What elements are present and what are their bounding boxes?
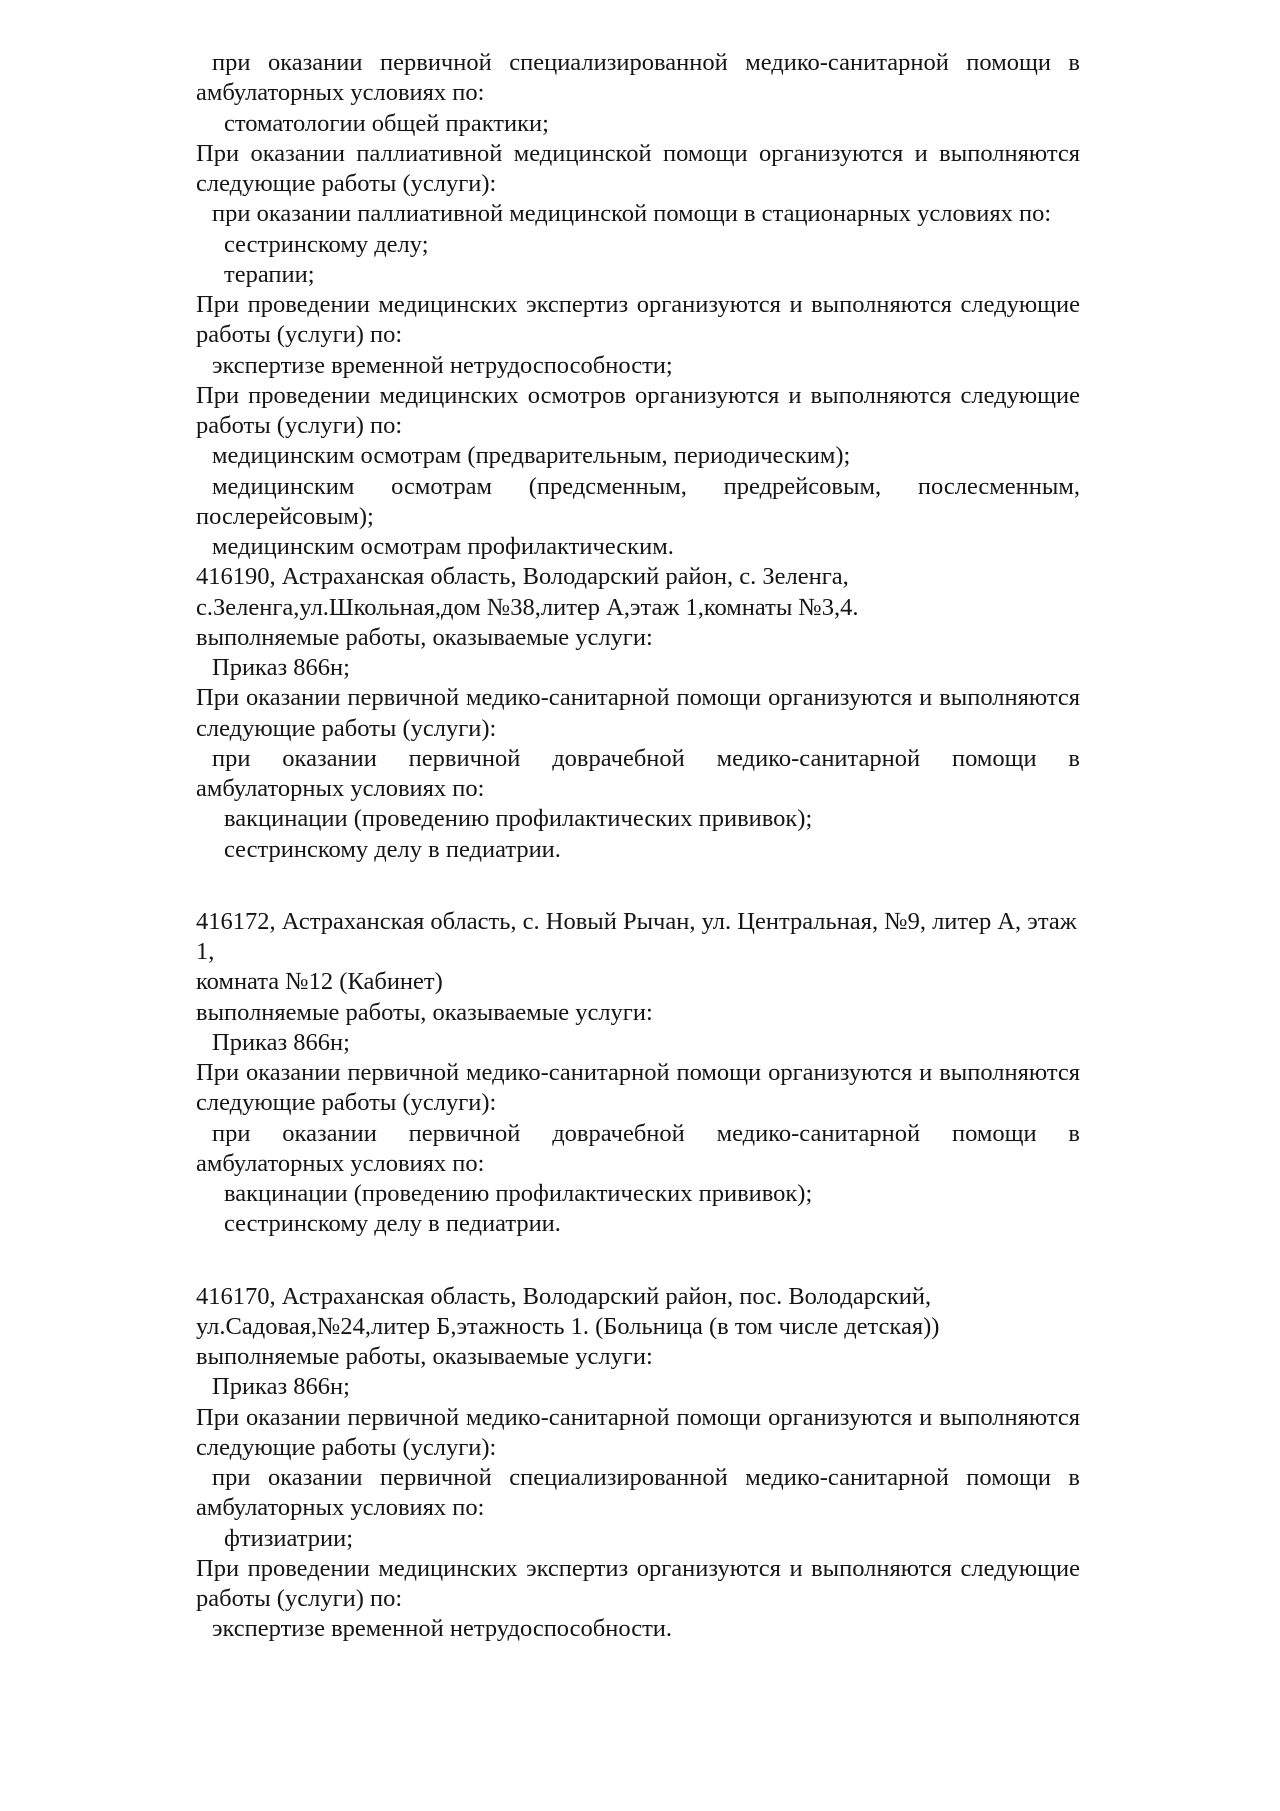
intro-section	[196, 48, 1080, 562]
text-line: При оказании первичной медико-санитарной помощи организуются и выполняются следующие работы (услуги):	[196, 1059, 1080, 1117]
facility-section	[196, 1282, 1080, 1645]
text-line: экспертизе временной нетрудоспособности.	[212, 1615, 673, 1643]
works-header: выполняемые работы, оказываемые услуги:	[196, 623, 653, 651]
text-line: При проведении медицинских осмотров организуются и выполняются следующие работы (услуги) по:	[196, 381, 1080, 439]
text-line: при оказании первичной специализированной медико-санитарной помощи в амбулаторных условиях по:	[196, 1464, 1080, 1522]
text-line: сестринскому делу;	[224, 230, 429, 258]
text-line: вакцинации (проведению профилактических прививок);	[224, 805, 813, 833]
text-line: вакцинации (проведению профилактических прививок);	[224, 1180, 813, 1207]
text-line: При проведении медицинских экспертиз организуются и выполняются следующие работы (услуги) по:	[196, 291, 1080, 349]
text-line: Приказ 866н;	[212, 1373, 350, 1401]
facility-address-line: 416172, Астраханская область, с. Новый Рычан, ул. Центральная, №9, литер А, этаж 1,	[196, 907, 1077, 965]
text-line: медицинским осмотрам профилактическим.	[212, 533, 674, 560]
facility-address-line: комната №12 (Кабинет)	[196, 968, 443, 996]
facility-address-line: с.Зеленга,ул.Школьная,дом №38,литер А,этаж 1,комнаты №3,4.	[196, 593, 859, 621]
facilities-container	[196, 562, 1080, 1644]
text-line: при оказании первичной специализированной медико-санитарной помощи в амбулаторных условиях по:	[196, 49, 1080, 107]
works-header: выполняемые работы, оказываемые услуги:	[196, 998, 653, 1026]
text-line: Приказ 866н;	[212, 654, 350, 681]
text-line: при оказании паллиативной медицинской помощи в стационарных условиях по:	[212, 200, 1052, 228]
facility-section	[196, 907, 1080, 1240]
text-line: фтизиатрии;	[224, 1524, 354, 1552]
text-line: При оказании паллиативной медицинской помощи организуются и выполняются следующие работы (услуги):	[196, 139, 1080, 197]
facility-section	[196, 562, 1080, 865]
facility-address-line: 416190, Астраханская область, Володарский район, с. Зеленга,	[196, 563, 849, 591]
text-line: Приказ 866н;	[212, 1028, 350, 1056]
document-body	[196, 48, 1080, 1645]
text-line: При проведении медицинских экспертиз организуются и выполняются следующие работы (услуги) по:	[196, 1554, 1080, 1612]
text-line: при оказании первичной доврачебной медико-санитарной помощи в амбулаторных условиях по:	[196, 744, 1080, 802]
text-line: при оказании первичной доврачебной медико-санитарной помощи в амбулаторных условиях по:	[196, 1119, 1080, 1177]
text-line: экспертизе временной нетрудоспособности;	[212, 351, 673, 379]
text-line: сестринскому делу в педиатрии.	[224, 835, 561, 863]
text-line: стоматологии общей практики;	[224, 109, 549, 137]
text-line: медицинским осмотрам (предсменным, предрейсовым, послесменным, послерейсовым);	[196, 472, 1080, 530]
text-line: сестринскому делу в педиатрии.	[224, 1210, 561, 1238]
text-line: терапии;	[224, 260, 315, 288]
facility-address-line: 416170, Астраханская область, Володарский район, пос. Володарский,	[196, 1282, 932, 1310]
text-line: При оказании первичной медико-санитарной помощи организуются и выполняются следующие работы (услуги):	[196, 1403, 1080, 1461]
facility-address-line: ул.Садовая,№24,литер Б,этажность 1. (Больница (в том числе детская))	[196, 1312, 940, 1340]
works-header: выполняемые работы, оказываемые услуги:	[196, 1343, 653, 1370]
text-line: медицинским осмотрам (предварительным, периодическим);	[212, 442, 851, 470]
text-line: При оказании первичной медико-санитарной помощи организуются и выполняются следующие работы (услуги):	[196, 684, 1080, 742]
